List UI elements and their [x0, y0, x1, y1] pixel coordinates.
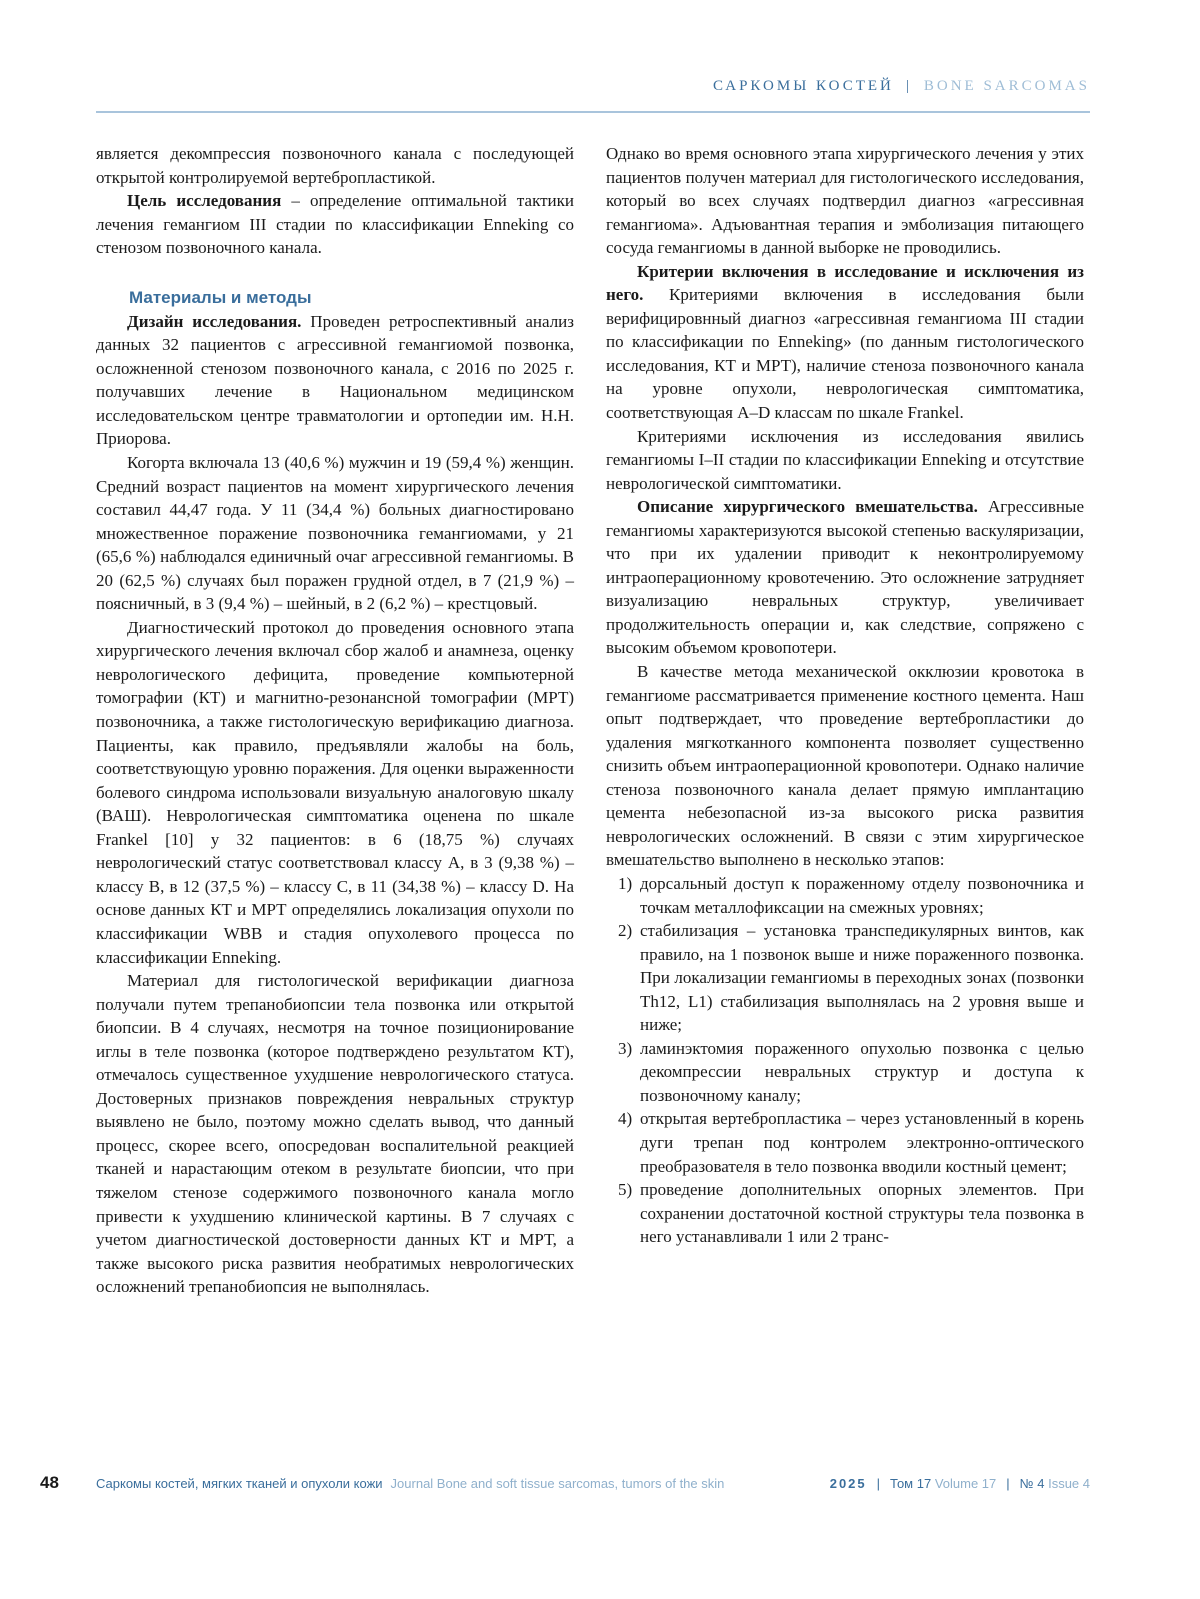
list-item-number: 5)	[618, 1180, 633, 1200]
paragraph-lead: Описание хирургического вмешательства.	[637, 497, 978, 517]
paragraph-text: – определение оптимальной тактики лечения гемангиом III стадии по классификации Enneking со стенозом позвоночного канала.	[96, 191, 574, 258]
paragraph: Однако во время основного этапа хирургического лечения у этих пациентов получен материал для гистологического исследования, который во всех случаях подтвердил диагноз «агрессивная гемангиома». Адъювантная терапия и эмболизация питающего сосуда гемангиомы в данной выборке не проводились.	[606, 144, 1084, 258]
paragraph: Критериями исключения из исследования явились гемангиомы I–II стадии по классификации Enneking и отсутствие неврологической симптоматики.	[606, 426, 1084, 493]
list-item-text: стабилизация – установка транспедикулярных винтов, как правило, на 1 позвонок выше и ниже пораженного позвонка. При локализации гемангиомы в переходных зонах (позвонки Th12, L1) стабилизация выполнялась на 2 уровня выше и ниже;	[640, 921, 1084, 1035]
paragraph	[606, 495, 1084, 660]
journal-title-ru: Саркомы костей, мягких тканей и опухоли кожи	[96, 1476, 383, 1491]
journal-title	[96, 1476, 724, 1491]
list-item-number: 2)	[618, 921, 633, 941]
paragraph: В качестве метода механической окклюзии кровотока в гемангиоме рассматривается применение костного цемента. Наш опыт подтверждает, что проведение вертебропластики до удаления мягкотканного компонента позволяет существенно снизить объем интраоперационной кровопотери. Однако наличие стеноза позвоночного канала делает прямую имплантацию цемента небезопасной из-за высокого риска развития неврологических осложнений. В связи с этим хирургическое вмешательство выполнено в несколько этапов:	[606, 662, 1084, 870]
page-footer	[40, 1473, 1090, 1498]
paragraph	[96, 310, 574, 451]
paragraph	[96, 189, 574, 260]
list-item	[606, 1178, 1084, 1249]
paragraph-lead: Дизайн исследования.	[127, 311, 302, 331]
header-rule	[96, 111, 1090, 113]
procedure-steps-list	[606, 872, 1084, 1249]
journal-title-en: Journal Bone and soft tissue sarcomas, tumors of the skin	[390, 1476, 725, 1491]
section-title: Материалы и методы	[129, 287, 312, 307]
volume-en: Volume 17	[934, 1476, 997, 1491]
paragraph-lead: Критерии включения в исследование и исключения из него.	[606, 261, 1084, 305]
list-item	[606, 872, 1084, 919]
footer-separator: |	[876, 1476, 881, 1491]
header-separator: |	[905, 78, 912, 94]
list-item-text: ламинэктомия пораженного опухолью позвонка с целью декомпрессии невральных структур и доступа к позвоночному каналу;	[640, 1038, 1084, 1105]
paragraph-text: Агрессивные гемангиомы характеризуются высокой степенью васкуляризации, что при их удалении приводит к неконтролируемому интраоперационному кровотечению. Это осложнение затрудняет визуализацию невральных структур, увеличивает продолжительность операции и, как следствие, сопряжено с высоким объемом кровопотери.	[606, 497, 1084, 658]
list-item-number: 4)	[618, 1109, 633, 1129]
footer-separator: |	[1006, 1476, 1010, 1491]
list-item	[606, 1037, 1084, 1108]
issue-en: Issue 4	[1048, 1476, 1090, 1491]
right-column	[606, 142, 1084, 1249]
header-title-en: BONE SARCOMAS	[923, 78, 1090, 94]
header-title-ru: САРКОМЫ КОСТЕЙ	[712, 78, 894, 94]
paragraph: является декомпрессия позвоночного канала с последующей открытой контролируемой вертебропластикой.	[96, 144, 574, 187]
paragraph	[606, 260, 1084, 425]
paragraph-text: Проведен ретроспективный анализ данных 32 пациентов с агрессивной гемангиомой позвонка, осложненной стенозом позвоночного канала, с 2016 по 2025 г. получавших лечение в Национальном медицинском исследовательском центре травматологии и ортопедии им. Н.Н. Приорова.	[96, 311, 574, 449]
list-item-text: проведение дополнительных опорных элементов. При сохранении достаточной костной структуры тела позвонка в него устанавливали 1 или 2 транс-	[640, 1180, 1084, 1247]
issue-year: 2025	[829, 1476, 867, 1491]
page-number: 48	[40, 1473, 59, 1492]
list-item	[606, 919, 1084, 1037]
list-item-number: 3)	[618, 1038, 633, 1058]
paragraph-lead: Цель исследования	[127, 191, 282, 211]
issue-ru: № 4	[1019, 1476, 1045, 1491]
paragraph-text: Критериями включения в исследования были верифицировнный диагноз «агрессивная гемангиома III стадии по классификации по Enneking» (по данным гистологического исследования, КТ и МРТ), наличие стеноза позвоночного канала на уровне опухоли, неврологическая симптоматика, соответствующая A–D классам по шкале Frankel.	[606, 285, 1084, 423]
volume-ru: Том 17	[890, 1476, 932, 1491]
list-item-text: открытая вертебропластика – через установленный в корень дуги трепан под контролем электронно-оптического преобразователя в тело позвонка вводили костный цемент;	[640, 1109, 1084, 1176]
paragraph: Материал для гистологической верификации диагноза получали путем трепанобиопсии тела позвонка или открытой биопсии. В 4 случаях, несмотря на точное позиционирование иглы в теле позвонка (которое подтверждено результатом КТ), отмечалось существенное ухудшение неврологического статуса. Достоверных признаков повреждения невральных структур выявлено не было, поэтому можно сделать вывод, что данный процесс, скорее всего, опосредован воспалительной реакцией тканей и нарастающим отеком в результате биопсии, что при тяжелом стенозе содержимого позвоночного канала могло привести к ухудшению клинической картины. В 7 случаях с учетом диагностической достоверности данных КТ и МРТ, а также высокого риска развития необратимых неврологических осложнений трепанобиопсия не выполнялась.	[96, 971, 574, 1297]
paragraph: Когорта включала 13 (40,6 %) мужчин и 19 (59,4 %) женщин. Средний возраст пациентов на момент хирургического лечения составил 44,47 года. У 11 (34,4 %) больных диагностировано множественное поражение позвоночника гемангиомами, у 21 (65,6 %) наблюдался единичный очаг агрессивной гемангиомы. В 20 (62,5 %) случаях был поражен грудной отдел, в 7 (21,9 %) – поясничный, в 3 (9,4 %) – шейный, в 2 (6,2 %) – крестцовый.	[96, 453, 574, 614]
list-item-number: 1)	[618, 873, 633, 893]
list-item-text: дорсальный доступ к пораженному отделу позвоночника и точкам металлофиксации на смежных уровнях;	[640, 873, 1084, 917]
left-column	[96, 142, 574, 1299]
issue-info	[830, 1476, 1090, 1491]
list-item	[606, 1107, 1084, 1178]
running-header	[96, 78, 1090, 102]
paragraph: Диагностический протокол до проведения основного этапа хирургического лечения включал сбор жалоб и анамнеза, оценку неврологического дефицита, проведение компьютерной томографии (КТ) и магнитно-резонансной томографии (МРТ) позвоночника, а также гистологическую верификацию диагноза. Пациенты, как правило, предъявляли жалобы на боль, соответствующую уровню поражения. Для оценки выраженности болевого синдрома использовали визуальную аналоговую шкалу (ВАШ). Неврологическая симптоматика оценена по шкале Frankel [10] у 32 пациентов: в 6 (18,75 %) случаях неврологический статус соответствовал классу A, в 3 (9,38 %) – классу B, в 12 (37,5 %) – классу C, в 11 (34,38 %) – классу D. На основе данных КТ и МРТ определялись локализация опухоли по классификации WBB и стадия опухолевого процесса по классификации Enneking.	[96, 617, 574, 967]
